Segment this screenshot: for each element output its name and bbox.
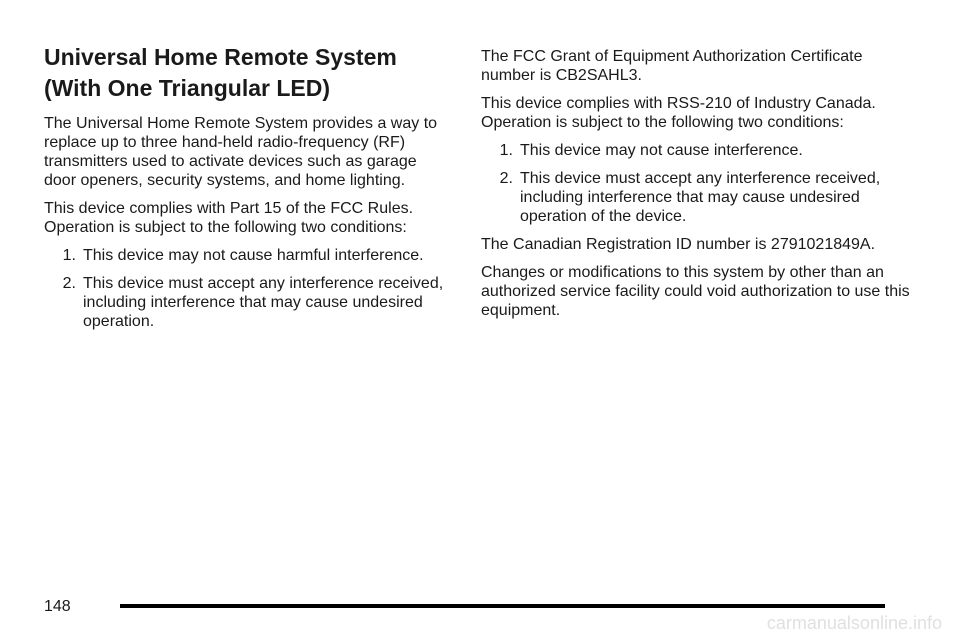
- list-item-text: This device may not cause interference.: [520, 142, 803, 159]
- right-column: [481, 47, 921, 329]
- list-item-text: This device must accept any interference received, including interference that may cause undesired operation.: [83, 275, 444, 330]
- rss-conditions-list: [481, 141, 921, 226]
- watermark: carmanualsonline.info: [766, 613, 942, 633]
- footer-rule: [120, 604, 885, 608]
- list-item: [481, 141, 921, 160]
- heading-line-1: Universal Home Remote System: [44, 44, 397, 70]
- grant-paragraph: The FCC Grant of Equipment Authorization Certificate number is CB2SAHL3.: [481, 48, 863, 84]
- fcc-paragraph: This device complies with Part 15 of the FCC Rules. Operation is subject to the following two conditions:: [44, 200, 414, 236]
- section-heading: [44, 42, 444, 104]
- list-item-number: 1.: [499, 142, 513, 159]
- rss-paragraph: This device complies with RSS-210 of Industry Canada. Operation is subject to the following two conditions:: [481, 95, 876, 131]
- list-item: [44, 246, 444, 265]
- list-item-number: 2.: [499, 170, 513, 187]
- intro-paragraph: The Universal Home Remote System provides a way to replace up to three hand-held radio-frequency (RF) transmitters used to activate devices such as garage door openers, security systems, and home lighting.: [44, 115, 438, 189]
- left-column: [44, 42, 444, 340]
- list-item-number: 2.: [62, 275, 76, 292]
- canadian-id-paragraph: The Canadian Registration ID number is 2791021849A.: [481, 236, 876, 253]
- list-item-text: This device must accept any interference received, including interference that may cause undesired operation of the device.: [520, 170, 881, 225]
- changes-paragraph: Changes or modifications to this system by other than an authorized service facility could void authorization to use this equipment.: [481, 264, 910, 319]
- fcc-conditions-list: [44, 246, 444, 331]
- list-item-text: This device may not cause harmful interference.: [83, 247, 424, 264]
- list-item-number: 1.: [62, 247, 76, 264]
- page-number: 148: [44, 598, 71, 615]
- list-item: [44, 274, 444, 331]
- list-item: [481, 169, 921, 226]
- heading-line-2: (With One Triangular LED): [44, 75, 331, 101]
